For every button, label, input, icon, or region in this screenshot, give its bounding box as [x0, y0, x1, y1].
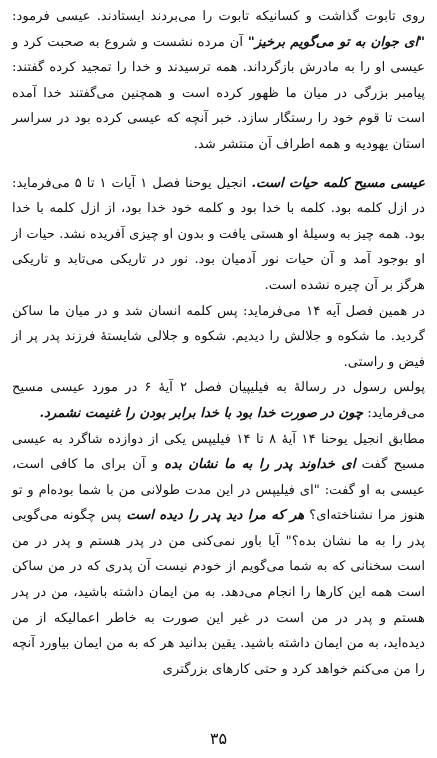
paragraph-5 [12, 427, 425, 683]
paragraph-gap [12, 158, 425, 171]
paragraph-3 [12, 299, 425, 376]
quote-emphasis: هر که مرا دید پدر را دیده است [126, 508, 305, 524]
text-run: در همین فصل آیه ۱۴ می‌فرماید: پس کلمه انسان شد و در میان ما ساکن گردید. ما شکوه و جلالش را دیدیم. شکوه و جلالی شایستهٔ فرزند پدر پر از فیض و راستی. [12, 303, 425, 370]
text-run: آن مرده نشست و شروع به صحبت کرد و عیسی او را به مادرش بازگرداند. همه ترسیدند و خدا را تمجید کرده گفتند: پیامبر بزرگی در میان ما ظهور کرده است و همچنین می‌گفتند خدا آمده است تا قوم خود را رستگار سازد. خبر آنچه که عیسی کرده بود در سراسر استان یهودیه و همه اطراف آن منتشر شد. [12, 34, 425, 152]
paragraph-2 [12, 171, 425, 299]
text-run: انجیل یوحنا فصل ۱ آیات ۱ تا ۵ می‌فرماید: در ازل کلمه بود. کلمه با خدا بود و کلمه خود خدا بود، از ازل کلمه با خدا بود. همه چیز به وسیلهٔ او هستی یافت و بدون او چیزی آفریده نشد. حیات از او بوجود آمد و آن حیات نور آدمیان بود. نور در تاریکی می‌تابد و تاریکی هرگز بر آن چیره نشده است. [12, 175, 425, 293]
paragraph-4 [12, 375, 425, 426]
quote-emphasis: چون در صورت خدا بود با خدا برابر بودن را غنیمت نشمرد. [39, 405, 364, 421]
text-run: و آن برای ما کافی است، عیسی به او گفت: "ای فیلیپس در این مدت طولانی من با شما بوده‌ام و تو هنوز مرا نشناخته‌ای؟ [12, 457, 425, 524]
text-run: پس چگونه می‌گویی پدر را به ما نشان بده؟" آیا باور نمی‌کنی من در پدر هستم و پدر در من است سخنانی که به شما می‌گویم از خودم نیست آن پدری که در من ساکن است همه این کارها را انجام می‌دهد. به من ایمان داشته باشید، من در پدر هستم و پدر در من است در غیر این صورت به خاطر اعمالیکه از من دیده‌اید، به من ایمان داشته باشید. یقین بدانید هر که به من ایمان بیاورد آنچه را من می‌کنم خواهد کرد و حتی کارهای بزرگتری [11, 508, 425, 677]
page-body [12, 4, 425, 726]
text-run: پولس رسول در رسالهٔ به فیلیپیان فصل ۲ آیهٔ ۶ در مورد عیسی مسیح می‌فرماید: [12, 380, 425, 421]
text-run: روی تابوت گذاشت و کسانیکه تابوت را می‌بردند ایستادند. عیسی فرمود: [12, 9, 425, 24]
quote-emphasis: "ای جوان به تو می‌گویم برخیز" [247, 34, 426, 50]
text-run: مطابق انجیل یوحنا ۱۴ آیهٔ ۸ تا ۱۴ فیلیپس یکی از دوازده شاگرد به عیسی مسیح گفت [12, 431, 426, 473]
quote-emphasis: ای خداوند پدر را به ما نشان بده [164, 457, 356, 473]
page-number: ۳۵ [209, 729, 228, 748]
paragraph-1 [12, 4, 425, 158]
section-heading: عیسی مسیح کلمه حیات است. [251, 175, 425, 191]
